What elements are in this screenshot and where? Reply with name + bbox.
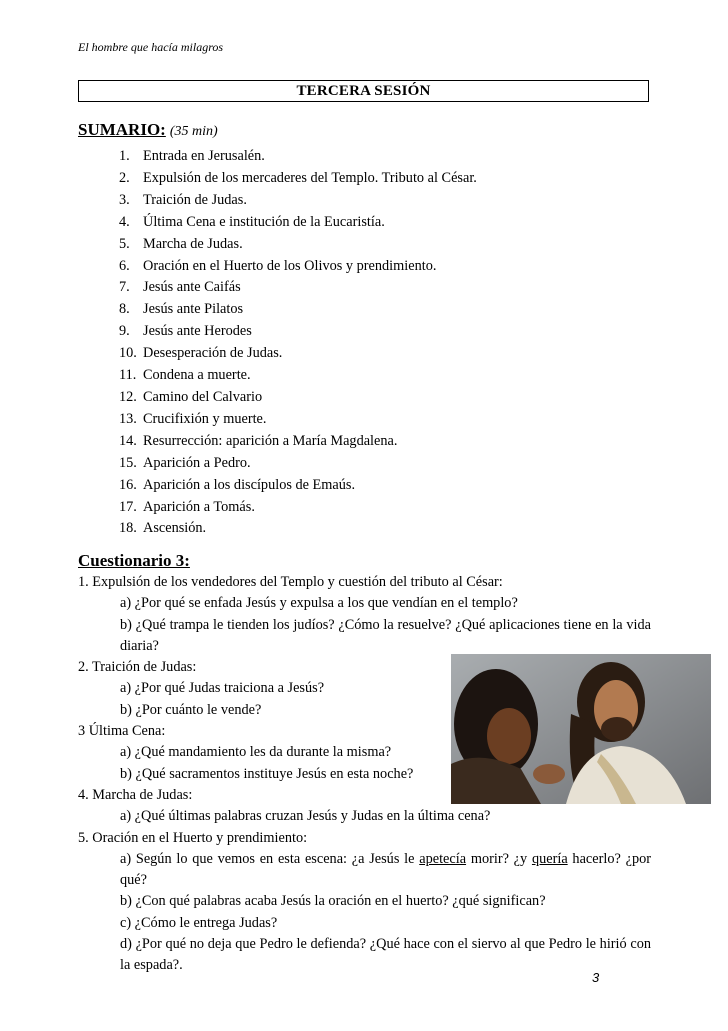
sumario-heading bbox=[78, 120, 218, 140]
question-5a-part: a) Según lo que vemos en esta escena: ¿a Jesús le bbox=[120, 850, 420, 867]
sumario-item bbox=[119, 453, 477, 475]
sumario-item-text: Entrada en Jerusalén. bbox=[143, 148, 265, 164]
sumario-item bbox=[119, 409, 477, 431]
running-header: El hombre que hacía milagros bbox=[78, 40, 224, 54]
question-2b: b) ¿Por cuánto le vende? bbox=[120, 701, 262, 718]
question-2-heading: 2. Traición de Judas: bbox=[78, 659, 197, 676]
sumario-item bbox=[119, 365, 477, 387]
sumario-item bbox=[119, 277, 477, 299]
question-3a: a) ¿Qué mandamiento les da durante la misma? bbox=[120, 744, 392, 761]
sumario-item-number: 18. bbox=[119, 520, 137, 537]
sumario-item bbox=[119, 212, 477, 234]
sumario-item-number: 15. bbox=[119, 454, 137, 471]
sumario-item-text: Marcha de Judas. bbox=[143, 235, 243, 252]
sumario-item-text: Condena a muerte. bbox=[143, 367, 251, 384]
sumario-item bbox=[119, 343, 477, 365]
question-5-heading: 5. Oración en el Huerto y prendimiento: bbox=[78, 829, 308, 846]
session-title bbox=[78, 80, 649, 102]
sumario-item-number: 7. bbox=[119, 279, 130, 296]
sumario-item bbox=[119, 431, 477, 453]
question-3b: b) ¿Qué sacramentos instituye Jesús en esta noche? bbox=[120, 765, 414, 782]
sumario-item-text: Aparición a los discípulos de Emaús. bbox=[143, 476, 356, 493]
question-5c: c) ¿Cómo le entrega Judas? bbox=[120, 914, 278, 931]
sumario-item-number: 6. bbox=[119, 257, 130, 274]
sumario-item-text: Oración en el Huerto de los Olivos y prendimiento. bbox=[143, 257, 437, 274]
question-5a-part: morir? ¿y bbox=[466, 850, 532, 867]
question-5a bbox=[78, 849, 651, 892]
sumario-item bbox=[119, 299, 477, 321]
sumario-item-text: Aparición a Tomás. bbox=[143, 498, 255, 515]
sumario-item-number: 8. bbox=[119, 301, 130, 318]
sumario-list bbox=[119, 146, 477, 540]
sumario-item-text: Última Cena e institución de la Eucaristía. bbox=[143, 213, 385, 230]
sumario-item-number: 10. bbox=[119, 345, 137, 362]
underlined-word-apetecia: apetecía bbox=[419, 850, 467, 867]
sumario-label: SUMARIO: bbox=[78, 120, 166, 139]
sumario-item-text: Jesús ante Caifás bbox=[143, 279, 241, 296]
sumario-item-number: 17. bbox=[119, 498, 137, 515]
sumario-item-text: Camino del Calvario bbox=[143, 388, 263, 405]
sumario-item bbox=[119, 256, 477, 278]
question-1b: b) ¿Qué trampa le tienden los judíos? ¿Cómo la resuelve? ¿Qué aplicaciones tiene en la vida diaria? bbox=[120, 616, 651, 654]
sumario-item-number: 12. bbox=[119, 388, 137, 405]
sumario-item-number: 4. bbox=[119, 213, 130, 230]
question-1-heading: 1. Expulsión de los vendedores del Templo y cuestión del tributo al César: bbox=[78, 574, 503, 590]
sumario-item-text: Traición de Judas. bbox=[143, 191, 247, 208]
question-4-heading: 4. Marcha de Judas: bbox=[78, 786, 193, 803]
sumario-item-text: Crucifixión y muerte. bbox=[143, 410, 267, 427]
sumario-item bbox=[119, 234, 477, 256]
sumario-item-number: 2. bbox=[119, 169, 130, 186]
sumario-item bbox=[119, 518, 477, 540]
sumario-item bbox=[119, 387, 477, 409]
sumario-item-text: Desesperación de Judas. bbox=[143, 345, 283, 362]
session-title-text: TERCERA SESIÓN bbox=[296, 82, 431, 99]
sumario-item-text: Resurrección: aparición a María Magdalena. bbox=[143, 432, 398, 449]
sumario-item-number: 9. bbox=[119, 323, 130, 340]
sumario-item-number: 16. bbox=[119, 476, 137, 493]
sumario-duration: (35 min) bbox=[169, 124, 218, 139]
question-3-heading: 3 Última Cena: bbox=[78, 723, 166, 740]
sumario-item-number: 13. bbox=[119, 410, 137, 427]
sumario-item bbox=[119, 146, 477, 168]
sumario-item-text: Aparición a Pedro. bbox=[143, 454, 251, 471]
question-5a-part: hacerlo? ¿por qué? bbox=[120, 850, 651, 889]
film-still-illustration bbox=[451, 654, 711, 804]
question-2a: a) ¿Por qué Judas traiciona a Jesús? bbox=[120, 680, 325, 697]
sumario-item-text: Jesús ante Herodes bbox=[143, 323, 252, 340]
sumario-item-number: 5. bbox=[119, 235, 130, 252]
sumario-item bbox=[119, 321, 477, 343]
question-5b: b) ¿Con qué palabras acaba Jesús la oración en el huerto? ¿qué significan? bbox=[120, 893, 546, 910]
sumario-item-text: Jesús ante Pilatos bbox=[143, 301, 244, 318]
underlined-word-queria: quería bbox=[531, 850, 568, 867]
cuestionario-heading: Cuestionario 3: bbox=[78, 551, 190, 570]
question-5d: d) ¿Por qué no deja que Pedro le defienda? ¿Qué hace con el siervo al que Pedro le hirió con la espada?. bbox=[120, 936, 651, 974]
question-1a: a) ¿Por qué se enfada Jesús y expulsa a los que vendían en el templo? bbox=[120, 595, 518, 612]
sumario-item bbox=[119, 497, 477, 519]
sumario-item-text: Expulsión de los mercaderes del Templo. Tributo al César. bbox=[143, 169, 477, 186]
page-number: 3 bbox=[592, 970, 600, 985]
sumario-item-text: Ascensión. bbox=[143, 520, 207, 537]
sumario-item bbox=[119, 475, 477, 497]
sumario-item-number: 11. bbox=[119, 367, 137, 384]
sumario-item-number: 3. bbox=[119, 191, 130, 208]
sumario-item-number: 1. bbox=[119, 148, 130, 164]
sumario-item bbox=[119, 168, 477, 190]
question-4a: a) ¿Qué últimas palabras cruzan Jesús y Judas en la última cena? bbox=[120, 808, 491, 825]
sumario-item bbox=[119, 190, 477, 212]
film-still-photo bbox=[451, 654, 711, 804]
sumario-item-number: 14. bbox=[119, 432, 137, 449]
